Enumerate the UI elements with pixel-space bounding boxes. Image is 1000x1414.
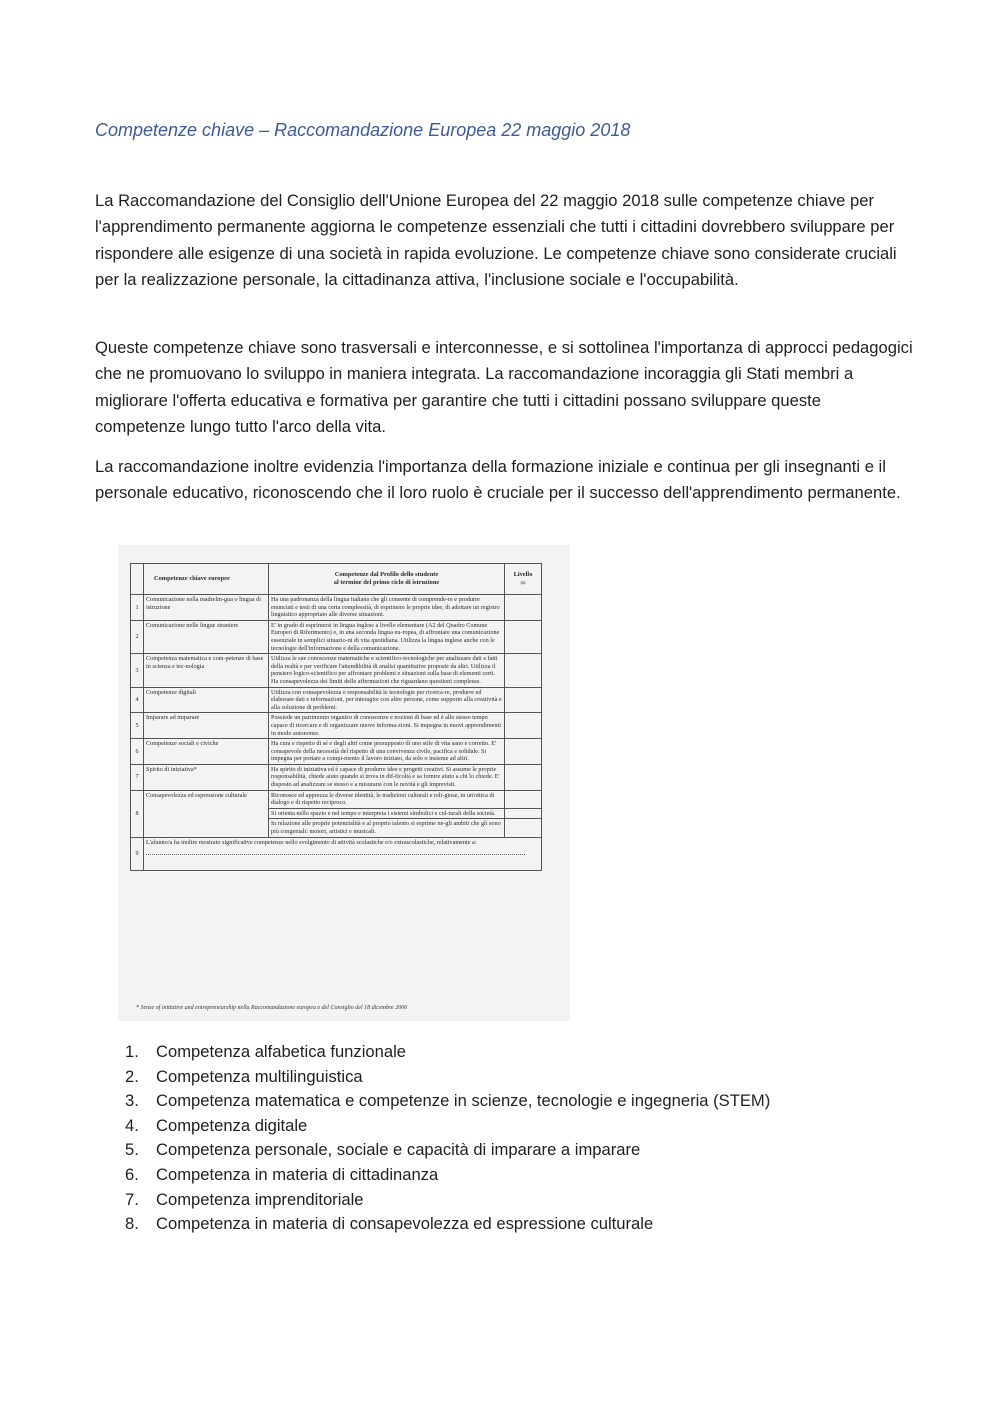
list-number: 4.: [125, 1115, 139, 1135]
paragraph-transversal: Queste competenze chiave sono trasversali e interconnesse, e si sottolinea l'importanza di approcci pedagogici che ne promuovano lo sviluppo in maniera integrata. La raccomandazione incoraggia gli Stati membri a migliorare l'offerta educativa e formativa per garantire che tutti i cittadini possano sviluppare queste competenze lungo tutto l'arco della vita.: [95, 338, 913, 437]
list-text: Competenza multilinguistica: [156, 1066, 363, 1086]
table-row: [131, 595, 542, 621]
list-item: [125, 1114, 770, 1139]
row-profile-text: E' in grado di esprimersi in lingua inglese a livello elementare (A2 del Quadro Comune Europeo di Riferimento) e, in una seconda lingua eu-ropea, di affrontare una comunicazione essenziale in semplici situazio-ni di vita quotidiana. Utilizza la lingua inglese anche con le tecnologie dell'informazione e della comunicazione.: [269, 620, 505, 653]
header-profile-line2: al termine del primo ciclo di istruzione: [333, 579, 440, 586]
row-key-competence: Consapevolezza ed espressione culturale: [144, 790, 269, 837]
row-level-cell: [505, 739, 542, 765]
row-number: 7: [131, 764, 144, 790]
list-number: 5.: [125, 1140, 139, 1160]
row-number: 8: [131, 790, 144, 837]
document-title: Competenze chiave – Raccomandazione Europea 22 maggio 2018: [95, 120, 631, 140]
row-level-cell: [505, 713, 542, 739]
row-number: 2: [131, 620, 144, 653]
row-profile-text: Ha spirito di iniziativa ed è capace di produrre idee e progetti creativi. Si assume le proprie responsabilità, chiede aiuto quando si trova in dif-ficoltà e sa fornire aiuto a chi lo chiede. E' disposto ad analizzare se stesso e a misurarsi con le novità e gli imprevisti.: [269, 764, 505, 790]
row-level-cell: [505, 595, 542, 621]
row-level-cell: [505, 790, 542, 808]
list-text: Competenza in materia di cittadinanza: [156, 1164, 439, 1184]
row-level-cell: [505, 654, 542, 687]
row-profile-text: Utilizza le sue conoscenze matematiche e scientifico-tecnologiche per analizzare dati e fatti della realtà e per verificare l'attendibilità di analisi quantitative proposte da altri. Utilizza il pensiero logico-scientifico per affrontare problemi e situazioni sulla base di elementi certi. Ha consapevolezza dei limiti delle affermazioni che riguardano questioni complesse.: [269, 654, 505, 687]
paragraph-teachers: La raccomandazione inoltre evidenzia l'importanza della formazione iniziale e continua per gli insegnanti e il personale educativo, riconoscendo che il loro ruolo è cruciale per il successo dell'apprendimento permanente.: [95, 457, 901, 503]
header-level-note: (1): [520, 580, 526, 585]
row-level-cell: [505, 620, 542, 653]
competences-table: [130, 563, 542, 871]
header-profile-line1: Competenze dal Profilo dello studente: [334, 571, 439, 579]
list-text: Competenza personale, sociale e capacità di imparare a imparare: [156, 1140, 641, 1160]
header-level: [505, 564, 542, 595]
list-item: [125, 1163, 770, 1188]
list-item: [125, 1212, 770, 1237]
table-row: [131, 837, 542, 870]
row-key-competence: Competenze digitali: [144, 687, 269, 713]
row-number: 9: [131, 837, 144, 870]
header-profile: [269, 564, 505, 595]
row-additional-text: L'alunno/a ha inoltre mostrato significative competenze nello svolgimento di attività scolastiche e/o extrascolastiche, relativamente a:: [146, 838, 477, 846]
list-number: 7.: [125, 1189, 139, 1209]
row-profile-text: Riconosce ed apprezza le diverse identità, le tradizioni culturali e reli-giose, in un'ottica di dialogo e di rispetto reciproco.: [269, 790, 505, 808]
table-row: [131, 654, 542, 687]
table-row: [131, 790, 542, 808]
row-level-cell: [505, 808, 542, 819]
list-text: Competenza in materia di consapevolezza ed espressione culturale: [156, 1214, 654, 1234]
table-row: [131, 739, 542, 765]
row-number: 1: [131, 595, 144, 621]
list-number: 2.: [125, 1066, 139, 1086]
row-profile-text: Ha cura e rispetto di sé e degli altri come presupposto di uno stile di vita sano e corretto. E' consapevole della necessità del rispetto di una convivenza civile, pacifica e solidale. Si impegna per portare a compi-mento il lavoro iniziato, da solo o insieme ad altri.: [269, 739, 505, 765]
row-level-cell: [505, 764, 542, 790]
row-level-cell: [505, 819, 542, 837]
row-profile-text: In relazione alle proprie potenzialità e al proprio talento si esprime ne-gli ambiti che gli sono più congeniali: motori, artistici e musicali.: [269, 819, 505, 837]
list-text: Competenza imprenditoriale: [156, 1189, 364, 1209]
list-text: Competenza digitale: [156, 1115, 308, 1135]
paragraph-intro: La Raccomandazione del Consiglio dell'Unione Europea del 22 maggio 2018 sulle competenze chiave per l'apprendimento permanente aggiorna le competenze essenziali che tutti i cittadini dovrebbero sviluppare per rispondere alle esigenze di una società in rapida evoluzione. Le competenze chiave sono considerate cruciali per la realizzazione personale, la cittadinanza attiva, l'inclusione sociale e l'occupabilità.: [95, 191, 897, 290]
table-row: [131, 713, 542, 739]
row-number: 4: [131, 687, 144, 713]
row-number: 5: [131, 713, 144, 739]
row-key-competence: Spirito di iniziativa*: [144, 764, 269, 790]
dotted-fill-line: [146, 846, 525, 855]
list-number: 3.: [125, 1091, 139, 1111]
table-row: [131, 687, 542, 713]
header-key-competences: Competenze chiave europee: [144, 564, 269, 595]
row-profile-text: Si orienta nello spazio e nel tempo e interpreta i sistemi simbolici e cul-turali della società.: [269, 808, 505, 819]
header-level-label: Livello: [513, 571, 533, 579]
table-row: [131, 764, 542, 790]
header-num-cell: [131, 564, 144, 595]
list-item: [125, 1040, 770, 1065]
scanned-table-image: [118, 545, 570, 1021]
list-item: [125, 1089, 770, 1114]
list-number: 6.: [125, 1164, 139, 1184]
row-key-competence: Comunicazione nella madrelin-gua o lingua di istruzione: [144, 595, 269, 621]
list-item: [125, 1138, 770, 1163]
table-footnote: * Sense of initiative and entrepreneurship nella Raccomandazione europea e del Consiglio del 18 dicembre 2006: [136, 1005, 408, 1011]
row-key-competence: Comunicazione nelle lingue straniere: [144, 620, 269, 653]
row-key-competence: Competenze sociali e civiche: [144, 739, 269, 765]
row-additional-competences: [144, 837, 542, 870]
row-profile-text: Ha una padronanza della lingua italiana che gli consente di comprende-re e produrre enunciati e testi di una certa complessità, di esprimere le proprie idee, di adottare un registro linguistico appropriato alle diverse situazioni.: [269, 595, 505, 621]
row-profile-text: Utilizza con consapevolezza e responsabilità le tecnologie per ricerca-re, produrre ed elaborare dati e informazioni, per interagire con altre persone, come supporto alla creatività e alla soluzione di problemi.: [269, 687, 505, 713]
list-number: 1.: [125, 1042, 139, 1061]
list-text: Competenza alfabetica funzionale: [156, 1042, 406, 1061]
list-item: [125, 1188, 770, 1213]
table-row: [131, 620, 542, 653]
list-text: Competenza matematica e competenze in scienze, tecnologie e ingegneria (STEM): [156, 1091, 771, 1111]
row-number: 3: [131, 654, 144, 687]
table-header-row: [131, 564, 542, 595]
row-key-competence: Imparare ad imparare: [144, 713, 269, 739]
list-item: [125, 1065, 770, 1090]
row-level-cell: [505, 687, 542, 713]
key-competences-list: [125, 1040, 770, 1237]
list-number: 8.: [125, 1214, 139, 1234]
row-profile-text: Possiede un patrimonio organico di conoscenze e nozioni di base ed è allo stesso tempo capace di ricercare e di organizzare nuove informa-zioni. Si impegna in nuovi apprendimenti in modo autonomo.: [269, 713, 505, 739]
row-number: 6: [131, 739, 144, 765]
row-key-competence: Competenza matematica e com-petenze di base in scienza e tec-nologia: [144, 654, 269, 687]
